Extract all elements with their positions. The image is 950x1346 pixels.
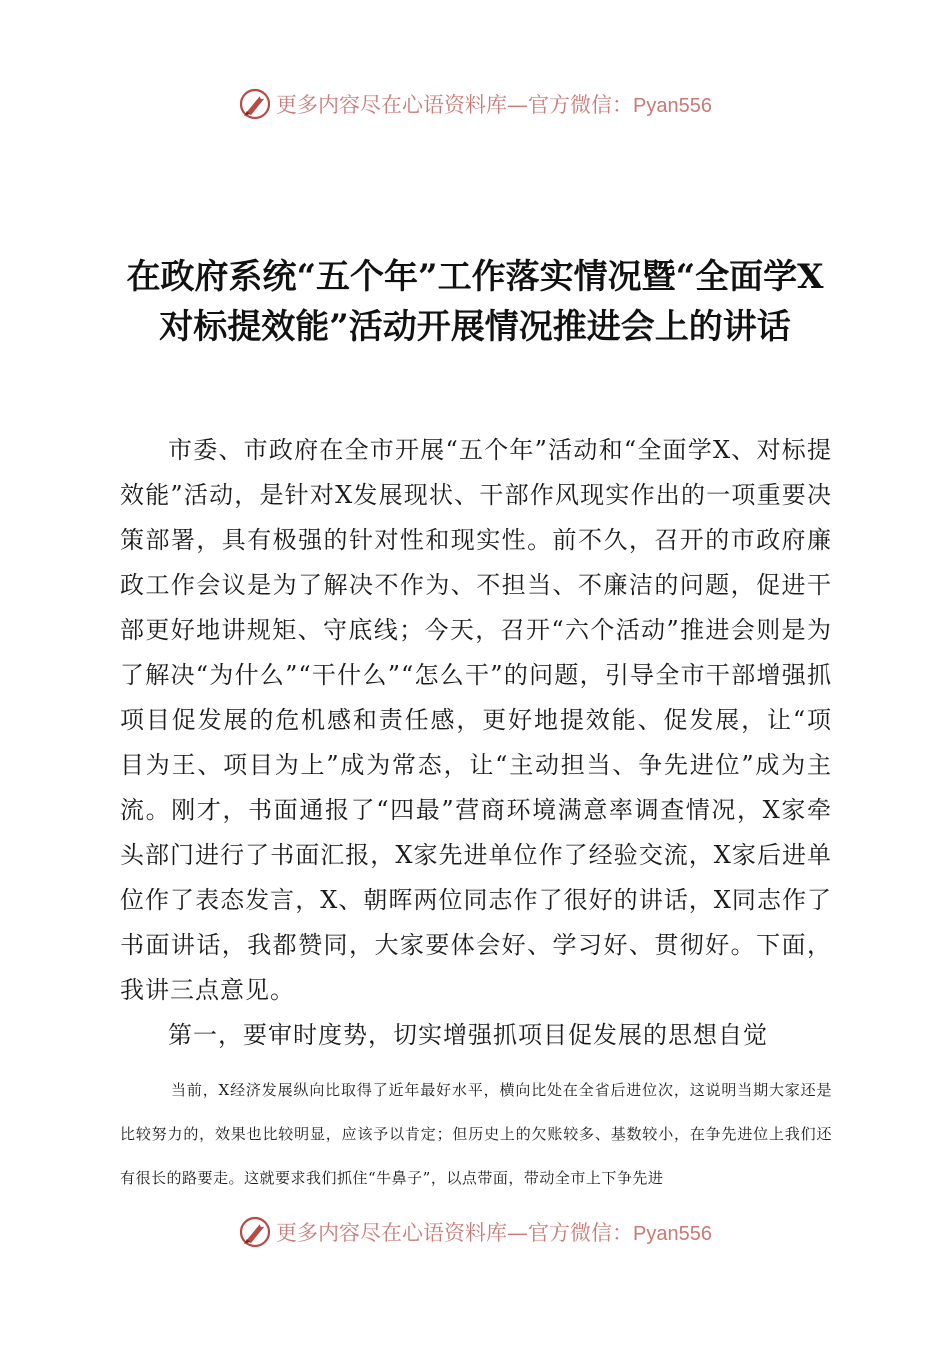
header-watermark-banner [0,84,950,124]
wechat-id: Pyan556 [633,1223,712,1245]
wechat-id: Pyan556 [633,95,712,117]
section-heading-1: 第一，要审时度势，切实增强抓项目促发展的思想自觉 [168,1021,768,1049]
watermark-text: 更多内容尽在心语资料库—官方微信：Pyan556 [276,1221,712,1245]
pen-nib-logo-icon [238,87,272,121]
body-paragraph-1: 市委、市政府在全市开展“五个年”活动和“全面学X、对标提效能”活动，是针对X发展现状、干部作风现实作出的一项重要决策部署，具有极强的针对性和现实性。前不久，召开的市政府廉政工作会议是为了解决不作为、不担当、不廉洁的问题，促进干部更好地讲规矩、守底线；今天，召开“六个活动”推进会则是为了解决“为什么”“干什么”“怎么干”的问题，引导全市干部增强抓项目促发展的危机感和责任感，更好地提效能、促发展，让“项目为王、项目为上”成为常态，让“主动担当、争先进位”成为主流。刚才，书面通报了“四最”营商环境满意率调查情况，X家牵头部门进行了书面汇报，X家先进单位作了经验交流，X家后进单位作了表态发言，X、朝晖两位同志作了很好的讲话，X同志作了书面讲话，我都赞同，大家要体会好、学习好、贯彻好。下面，我讲三点意见。 [120,436,832,1004]
body-paragraph-2: 当前，X经济发展纵向比取得了近年最好水平，横向比处在全省后进位次，这说明当期大家还是比较努力的，效果也比较明显，应该予以肯定；但历史上的欠账较多、基数较小，在争先进位上我们还有很长的路要走。这就要求我们抓住“牛鼻子”，以点带面，带动全市上下争先进 [120,1081,832,1187]
watermark-text: 更多内容尽在心语资料库—官方微信：Pyan556 [276,93,712,117]
footer-watermark-banner [0,1212,950,1252]
pen-nib-logo-icon [238,1215,272,1249]
document-title: 在政府系统“五个年”工作落实情况暨“全面学X对标提效能”活动开展情况推进会上的讲话 [126,257,824,347]
